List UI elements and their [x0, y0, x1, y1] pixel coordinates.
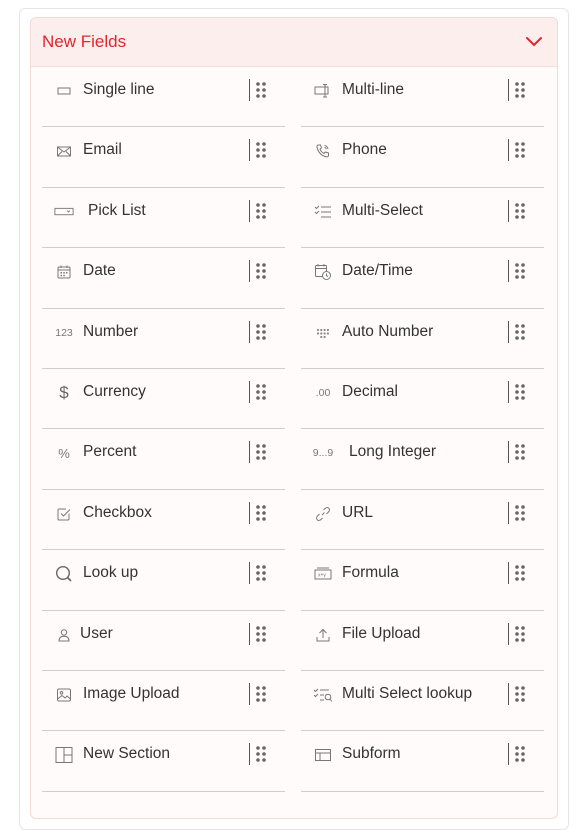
- drag-handle-icon[interactable]: [514, 141, 526, 159]
- number-icon: 123: [55, 326, 73, 339]
- field-label: Auto Number: [342, 322, 434, 340]
- image-icon: [54, 685, 74, 705]
- field-item-pick-list[interactable]: [42, 188, 285, 248]
- calendar-icon: [54, 262, 74, 282]
- new-fields-panel: [30, 17, 558, 819]
- drag-handle-icon[interactable]: [255, 685, 267, 703]
- field-label: New Section: [83, 745, 171, 763]
- divider: [249, 743, 250, 765]
- field-label: Percent: [83, 443, 137, 461]
- drag-handle-icon[interactable]: [514, 504, 526, 522]
- drag-handle-icon[interactable]: [514, 443, 526, 461]
- field-item-file-upload[interactable]: [301, 611, 544, 671]
- field-label: Multi Select lookup: [342, 684, 473, 702]
- field-label: Look up: [83, 564, 139, 582]
- field-item-multi-select[interactable]: [301, 188, 544, 248]
- field-label: Number: [83, 322, 139, 340]
- divider: [508, 381, 509, 403]
- divider: [249, 441, 250, 463]
- divider: [249, 502, 250, 524]
- field-item-auto-number[interactable]: [301, 309, 544, 369]
- link-icon: [313, 504, 333, 524]
- divider: [249, 260, 250, 282]
- divider: [249, 139, 250, 161]
- long-integer-icon: 9...9: [312, 447, 334, 460]
- drag-handle-icon[interactable]: [514, 625, 526, 643]
- single-line-icon: [54, 81, 74, 101]
- divider: [508, 623, 509, 645]
- field-item-single-line[interactable]: [42, 67, 285, 127]
- field-item-currency[interactable]: [42, 369, 285, 429]
- chevron-down-icon[interactable]: [523, 31, 545, 53]
- drag-handle-icon[interactable]: [514, 745, 526, 763]
- divider: [508, 79, 509, 101]
- pick-list-icon: [54, 202, 74, 222]
- field-label: Image Upload: [83, 684, 180, 702]
- drag-handle-icon[interactable]: [255, 323, 267, 341]
- field-item-date-time[interactable]: [301, 248, 544, 308]
- multi-select-lookup-icon: [313, 685, 333, 705]
- divider: [249, 562, 250, 584]
- field-item-long-integer[interactable]: [301, 429, 544, 489]
- divider: [249, 321, 250, 343]
- field-label: Formula: [342, 564, 399, 582]
- drag-handle-icon[interactable]: [514, 685, 526, 703]
- divider: [42, 791, 285, 792]
- field-label: File Upload: [342, 624, 421, 642]
- drag-handle-icon[interactable]: [255, 81, 267, 99]
- field-label: User: [80, 624, 113, 642]
- upload-icon: [313, 625, 333, 645]
- field-label: Phone: [342, 141, 387, 159]
- drag-handle-icon[interactable]: [514, 202, 526, 220]
- drag-handle-icon[interactable]: [514, 564, 526, 582]
- field-label: Decimal: [342, 382, 398, 400]
- field-label: Single line: [83, 81, 155, 98]
- section-icon: [54, 745, 74, 765]
- drag-handle-icon[interactable]: [255, 745, 267, 763]
- field-item-multi-line[interactable]: [301, 67, 544, 127]
- divider: [508, 200, 509, 222]
- drag-handle-icon[interactable]: [255, 383, 267, 401]
- field-item-look-up[interactable]: [42, 550, 285, 610]
- field-item-url[interactable]: [301, 490, 544, 550]
- new-fields-header[interactable]: [31, 18, 557, 67]
- field-item-email[interactable]: [42, 127, 285, 187]
- email-icon: [54, 141, 74, 161]
- divider: [508, 260, 509, 282]
- field-label: Email: [83, 141, 122, 159]
- field-item-subform[interactable]: [301, 731, 544, 791]
- multi-select-icon: [313, 202, 333, 222]
- field-item-user[interactable]: [42, 611, 285, 671]
- field-grid: [31, 67, 557, 792]
- lookup-icon: [54, 564, 74, 584]
- field-label: Currency: [83, 382, 146, 400]
- divider: [508, 743, 509, 765]
- field-label: Pick List: [88, 201, 146, 219]
- field-label: Long Integer: [349, 443, 437, 461]
- field-label: Subform: [342, 745, 401, 763]
- field-label: Multi-line: [342, 81, 405, 98]
- drag-handle-icon[interactable]: [514, 81, 526, 99]
- divider: [508, 321, 509, 343]
- divider: [508, 683, 509, 705]
- divider: [249, 623, 250, 645]
- divider: [508, 502, 509, 524]
- divider: [508, 562, 509, 584]
- drag-handle-icon[interactable]: [514, 323, 526, 341]
- divider: [249, 381, 250, 403]
- drag-handle-icon[interactable]: [255, 443, 267, 461]
- drag-handle-icon[interactable]: [514, 262, 526, 280]
- field-item-image-upload[interactable]: [42, 671, 285, 731]
- divider: [508, 441, 509, 463]
- field-label: Multi-Select: [342, 201, 423, 219]
- field-label: Checkbox: [83, 503, 152, 521]
- field-item-date[interactable]: [42, 248, 285, 308]
- drag-handle-icon[interactable]: [514, 383, 526, 401]
- checkbox-icon: [54, 504, 74, 524]
- field-item-checkbox[interactable]: [42, 490, 285, 550]
- svg-text:x+y: x+y: [318, 572, 326, 579]
- field-label: Date/Time: [342, 262, 413, 280]
- decimal-icon: .00: [315, 386, 331, 399]
- field-label: Date: [83, 262, 116, 280]
- field-item-phone[interactable]: [301, 127, 544, 187]
- drag-handle-icon[interactable]: [255, 625, 267, 643]
- divider: [249, 79, 250, 101]
- field-item-multi-select-lookup[interactable]: [301, 671, 544, 731]
- formula-icon: [313, 564, 333, 584]
- drag-handle-icon[interactable]: [255, 504, 267, 522]
- drag-handle-icon[interactable]: [255, 141, 267, 159]
- panel-title: New Fields: [42, 32, 127, 51]
- field-item-decimal[interactable]: [301, 369, 544, 429]
- field-label: URL: [342, 503, 374, 521]
- subform-icon: [313, 745, 333, 765]
- user-icon: [54, 625, 74, 645]
- divider: [508, 139, 509, 161]
- field-item-percent[interactable]: [42, 429, 285, 489]
- divider: [249, 683, 250, 705]
- auto-number-icon: [313, 323, 333, 343]
- currency-icon: $: [59, 382, 69, 402]
- divider: [249, 200, 250, 222]
- field-item-formula[interactable]: [301, 550, 544, 610]
- drag-handle-icon[interactable]: [255, 564, 267, 582]
- field-item-new-section[interactable]: [42, 731, 285, 791]
- calendar-clock-icon: [313, 262, 333, 282]
- drag-handle-icon[interactable]: [255, 202, 267, 220]
- multi-line-icon: [313, 81, 333, 101]
- drag-handle-icon[interactable]: [255, 262, 267, 280]
- phone-icon: [313, 141, 333, 161]
- field-item-number[interactable]: [42, 309, 285, 369]
- percent-icon: %: [58, 445, 70, 461]
- divider: [301, 791, 544, 792]
